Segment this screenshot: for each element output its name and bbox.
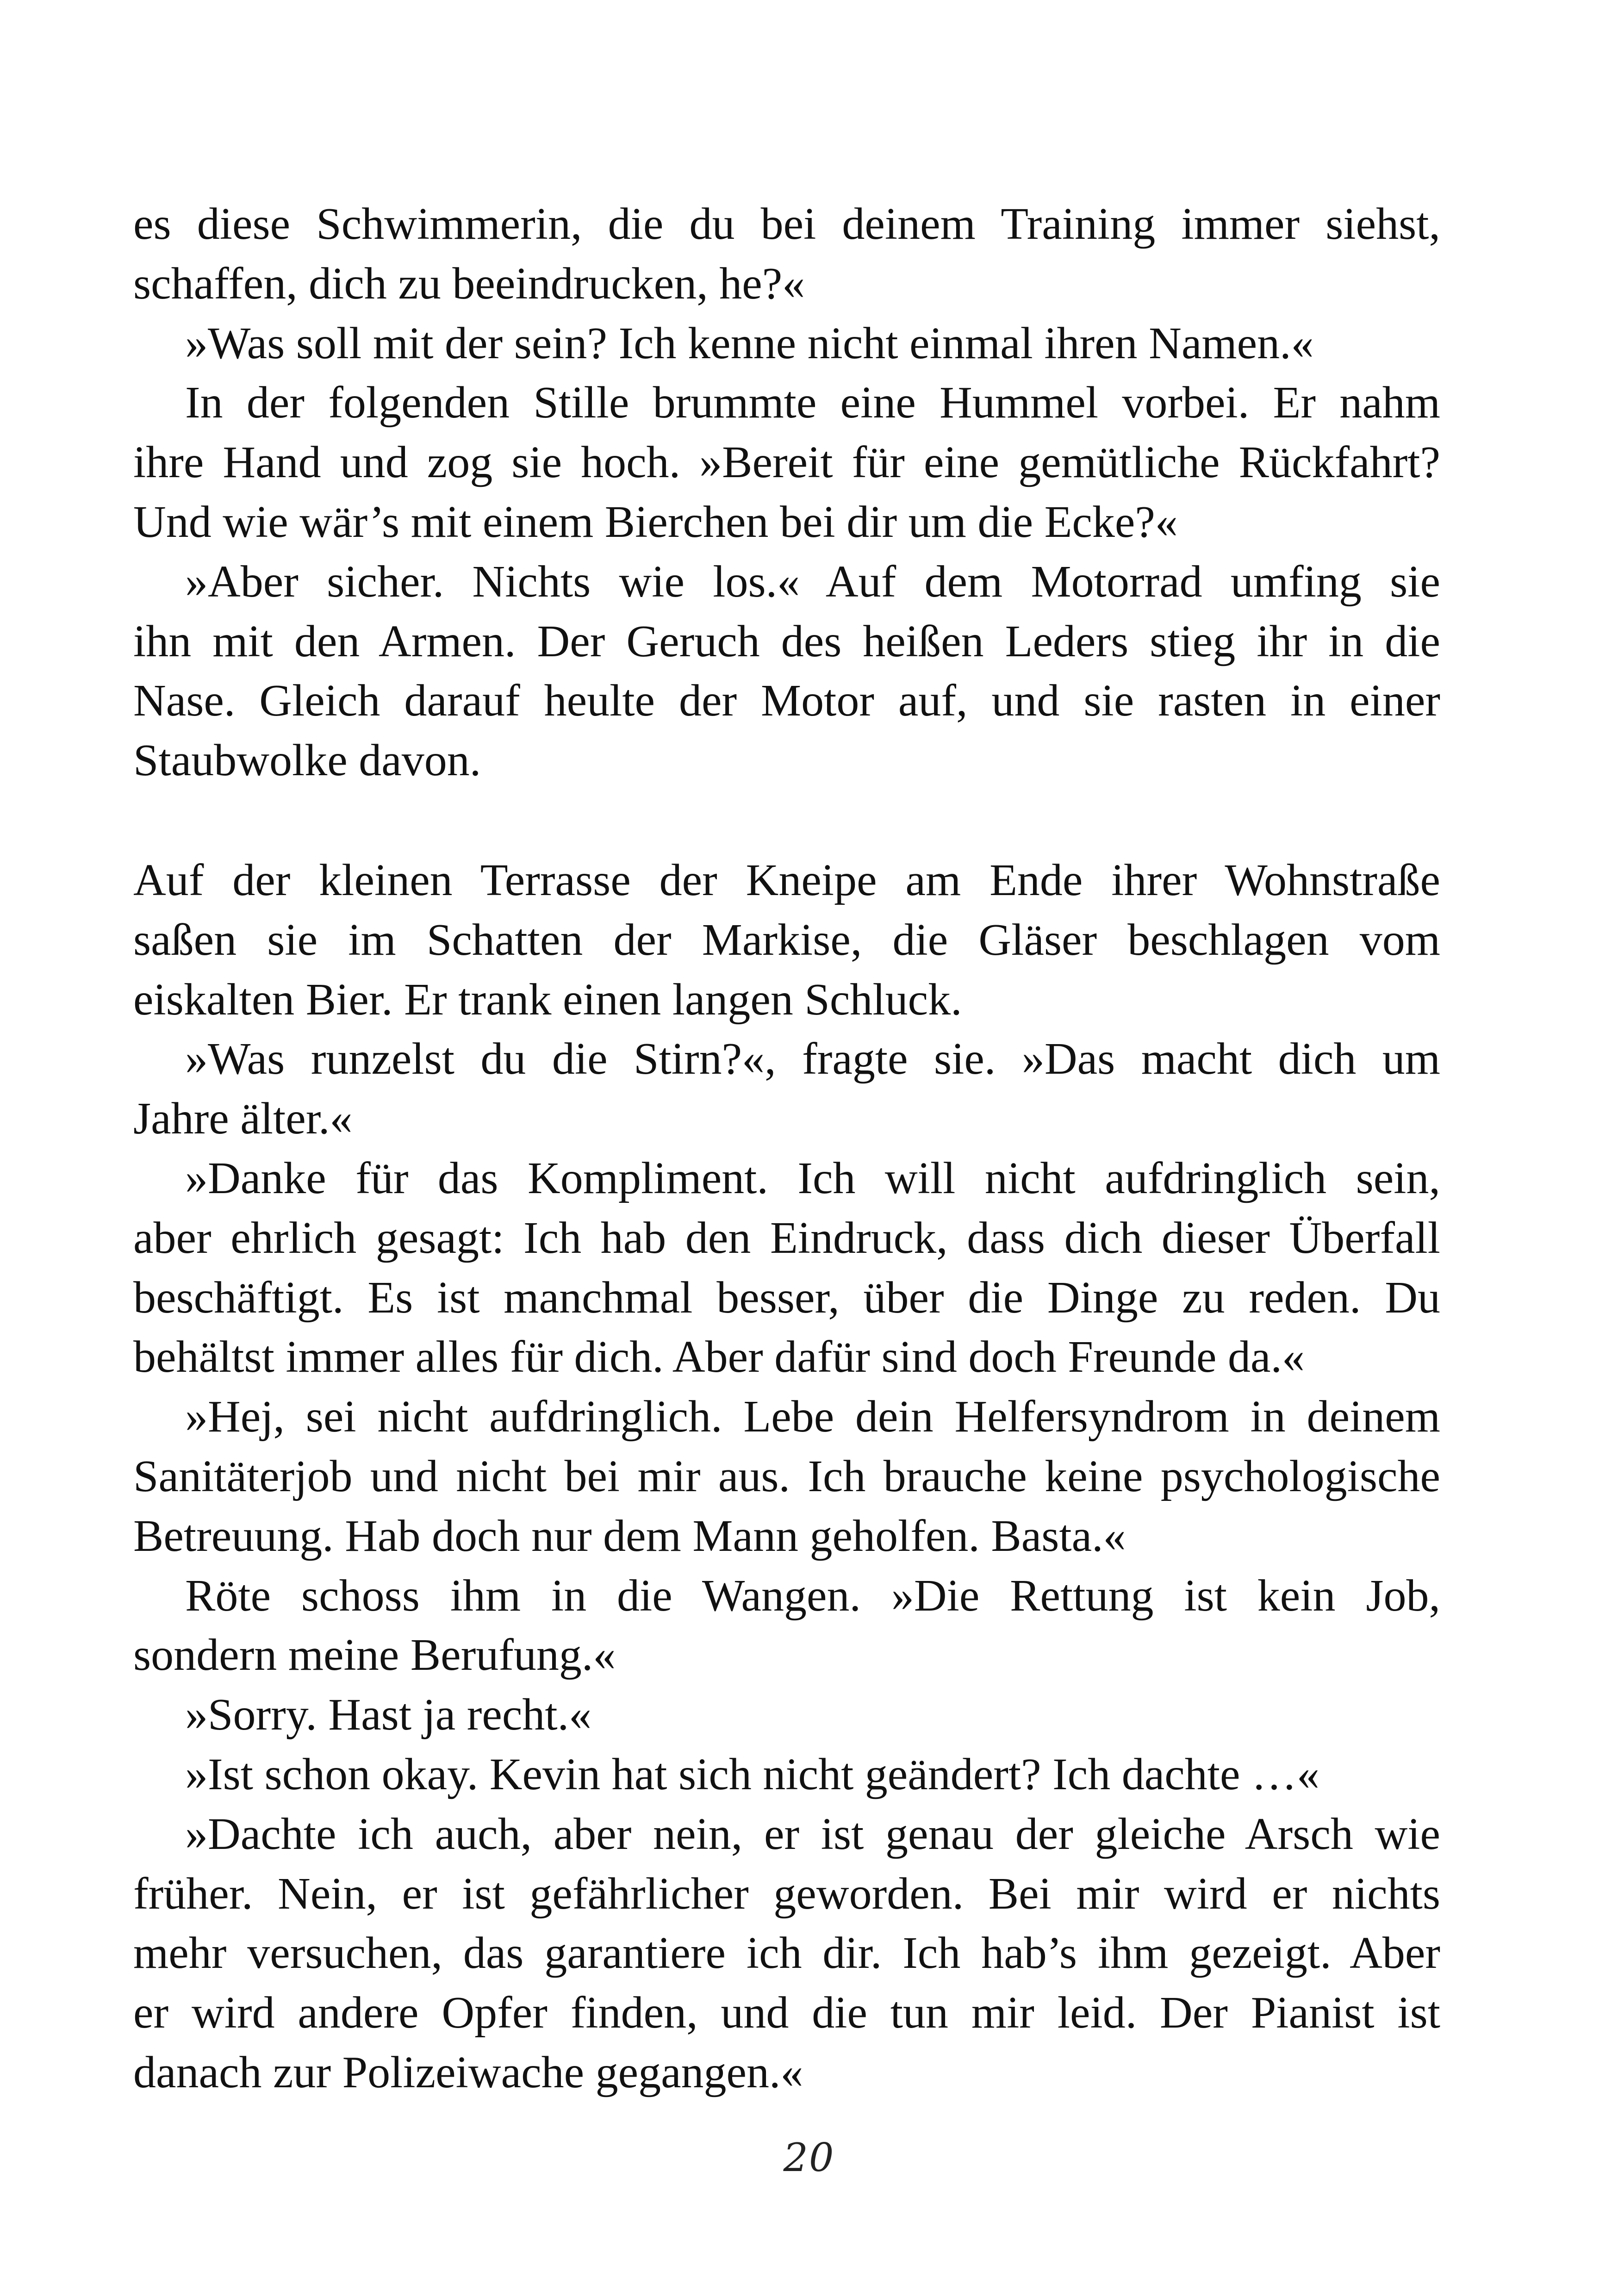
text-section-1 (133, 194, 1440, 790)
text-line: »Was soll mit der sein? Ich kenne nicht einmal ihren Namen.« (185, 318, 1314, 368)
text-line: »Danke für das Kompliment. Ich will nicht aufdringlich sein, (185, 1153, 1440, 1203)
text-line: er wird andere Opfer finden, und die tun mir leid. Der Pianist ist (133, 1988, 1440, 2038)
text-line: ihn mit den Armen. Der Geruch des heißen Leders stieg ihr in die (133, 616, 1440, 666)
text-line: »Ist schon okay. Kevin hat sich nicht geändert? Ich dachte …« (185, 1749, 1320, 1799)
text-line: Auf der kleinen Terrasse der Kneipe am Ende ihrer Wohnstraße (133, 855, 1440, 905)
text-line: es diese Schwimmerin, die du bei deinem Training immer siehst, (133, 199, 1440, 249)
text-section-2 (133, 851, 1440, 2103)
text-line: Und wie wär’s mit einem Bierchen bei dir um die Ecke?« (133, 497, 1178, 547)
text-line: saßen sie im Schatten der Markise, die Gläser beschlagen vom (133, 915, 1440, 965)
text-line: sondern meine Berufung.« (133, 1630, 616, 1680)
text-line: »Aber sicher. Nichts wie los.« Auf dem Motorrad umfing sie (185, 556, 1440, 607)
text-line: Röte schoss ihm in die Wangen. »Die Rettung ist kein Job, (185, 1570, 1440, 1621)
page-number: 20 (783, 2135, 835, 2180)
text-line: mehr versuchen, das garantiere ich dir. Ich hab’s ihm gezeigt. Aber (133, 1928, 1440, 1979)
text-line: Betreuung. Hab doch nur dem Mann geholfen. Basta.« (133, 1511, 1126, 1561)
text-line: aber ehrlich gesagt: Ich hab den Eindruck, dass dich dieser Überfall (133, 1213, 1440, 1263)
text-line: beschäftigt. Es ist manchmal besser, über die Dinge zu reden. Du (133, 1272, 1440, 1323)
text-line: »Dachte ich auch, aber nein, er ist genau der gleiche Arsch wie (185, 1809, 1440, 1859)
text-line: ihre Hand und zog sie hoch. »Bereit für eine gemütliche Rückfahrt? (133, 437, 1440, 488)
text-line: eiskalten Bier. Er trank einen langen Schluck. (133, 974, 962, 1025)
text-line: Staubwolke davon. (133, 735, 481, 786)
text-line: In der folgenden Stille brummte eine Hummel vorbei. Er nahm (185, 378, 1440, 428)
text-line: »Hej, sei nicht aufdringlich. Lebe dein Helfersyndrom in deinem (185, 1392, 1440, 1442)
text-line: früher. Nein, er ist gefährlicher geworden. Bei mir wird er nichts (133, 1868, 1440, 1919)
text-line: Nase. Gleich darauf heulte der Motor auf, und sie rasten in einer (133, 676, 1440, 726)
text-line: »Was runzelst du die Stirn?«, fragte sie. »Das macht dich um (185, 1034, 1440, 1084)
text-line: Sanitäterjob und nicht bei mir aus. Ich brauche keine psychologische (133, 1451, 1440, 1501)
text-line: behältst immer alles für dich. Aber dafür sind doch Freunde da.« (133, 1332, 1305, 1382)
text-line: Jahre älter.« (133, 1094, 353, 1144)
text-line: danach zur Polizeiwache gegangen.« (133, 2047, 803, 2097)
text-line: »Sorry. Hast ja recht.« (185, 1690, 592, 1740)
text-line: schaffen, dich zu beeindrucken, he?« (133, 258, 805, 309)
